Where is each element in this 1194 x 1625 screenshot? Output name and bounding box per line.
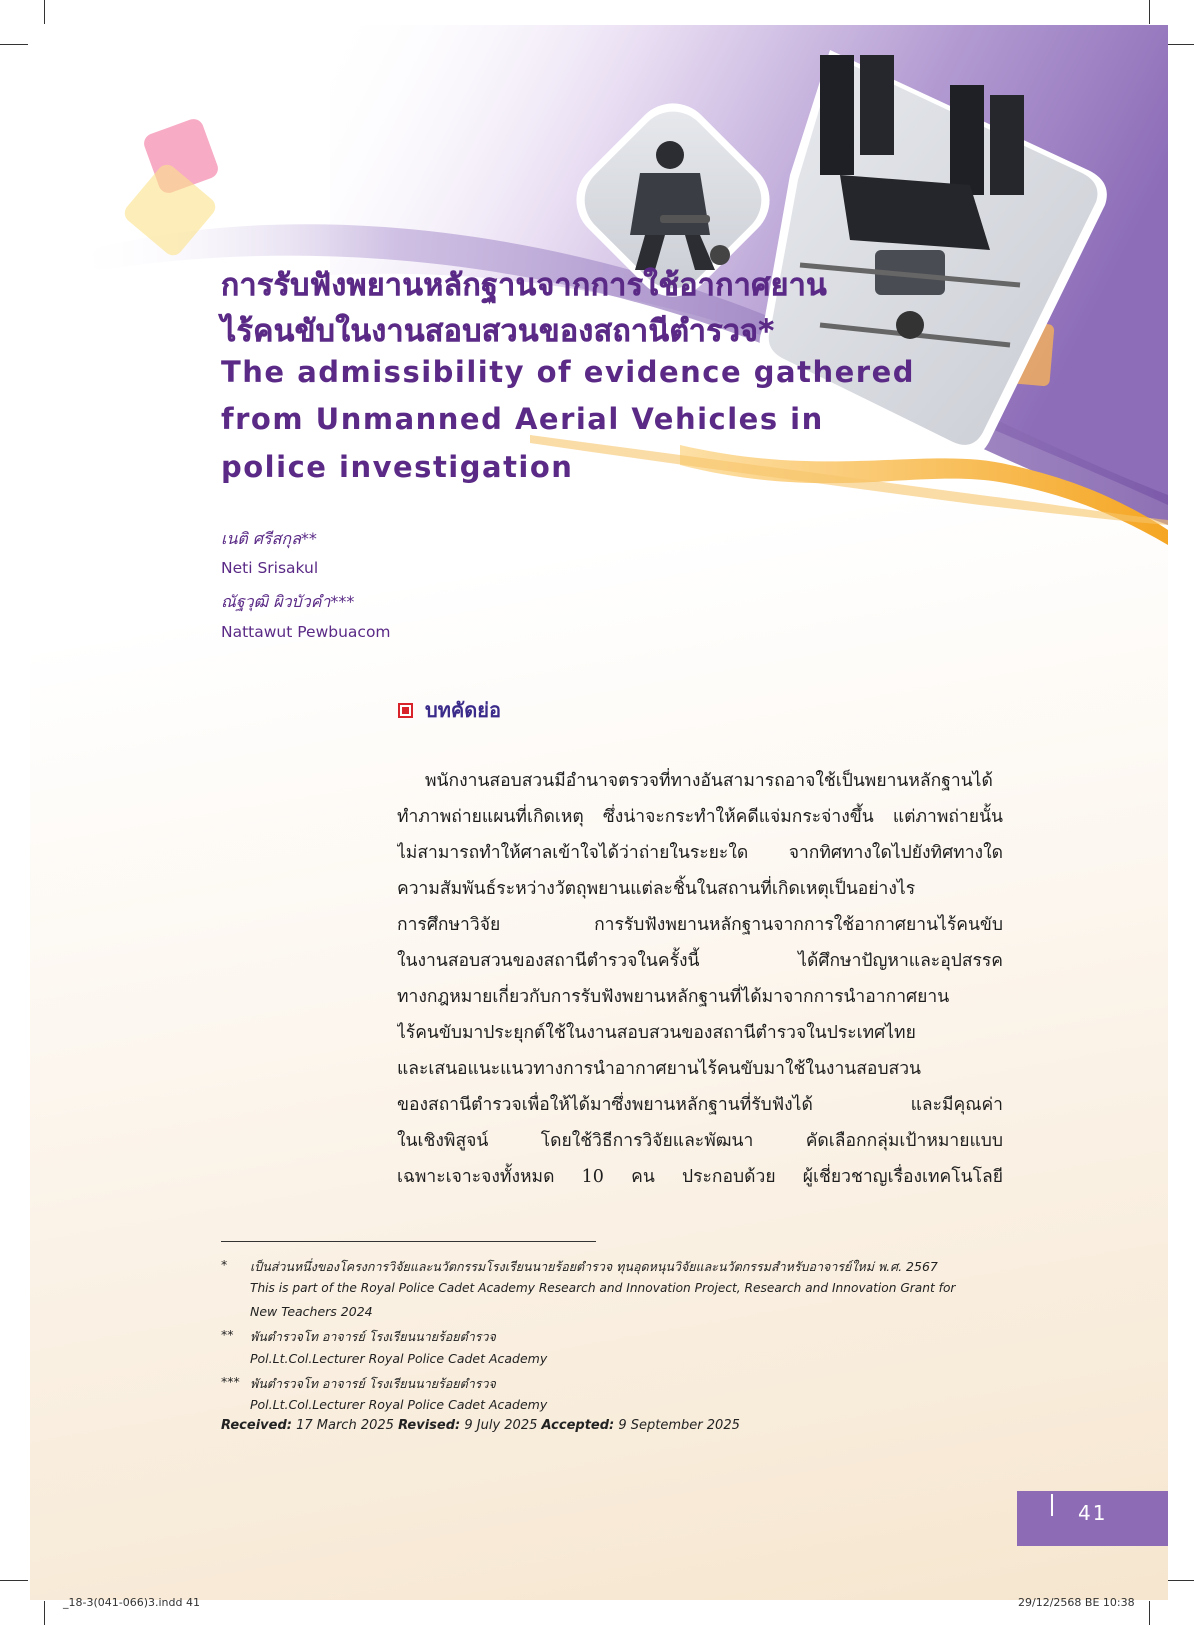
footnote-divider (221, 1241, 596, 1242)
author-2-thai: ณัฐวุฒิ ผิวบัวคำ*** (221, 592, 355, 611)
title-english-line-2: from Unmanned Aerial Vehicles in (221, 402, 824, 436)
title-english-line-1: The admissibility of evidence gathered (221, 355, 915, 389)
title-thai-line-2: ไร้คนขับในงานสอบสวนของสถานีตำรวจ* (221, 314, 775, 349)
crop-mark (0, 1580, 28, 1581)
accepted-label: Accepted: (541, 1418, 615, 1433)
abstract-title: บทคัดย่อ (425, 698, 501, 722)
footnote-3-thai: พันตำรวจโท อาจารย์ โรงเรียนนายร้อยตำรวจ (250, 1376, 496, 1391)
abstract-line: ไร้คนขับมาประยุกต์ใช้ในงานสอบสวนของสถานีตำรวจในประเทศไทย (397, 1023, 916, 1043)
abstract-heading (398, 694, 501, 726)
crop-mark (1168, 44, 1194, 45)
abstract-line: ของสถานีตำรวจเพื่อให้ได้มาซึ่งพยานหลักฐานที่รับฟังได้ และมีคุณค่า (397, 1095, 1003, 1115)
footnote-1-english: This is part of the Royal Police Cadet Academy Research and Innovation Project, Research and Innovation Grant for (250, 1281, 956, 1295)
page-number-separator (1051, 1494, 1053, 1516)
author-2-english: Nattawut Pewbuacom (221, 623, 391, 641)
crop-mark (44, 0, 45, 24)
footnote-1-english-cont: New Teachers 2024 (250, 1304, 373, 1319)
footnote-1-thai: เป็นส่วนหนึ่งของโครงการวิจัยและนวัตกรรมโรงเรียนนายร้อยตำรวจ ทุนอุดหนุนวิจัยและนวัตกรรมสำหรับอาจารย์ใหม่ พ.ศ. 2567 (250, 1259, 938, 1274)
revised-date: 9 July 2025 (464, 1418, 538, 1433)
crop-mark (1168, 1580, 1194, 1581)
footnote-2-english: Pol.Lt.Col.Lecturer Royal Police Cadet Academy (250, 1351, 548, 1366)
abstract-line: ไม่สามารถทำให้ศาลเข้าใจได้ว่าถ่ายในระยะใด จากทิศทางใดไปยังทิศทางใด (397, 843, 1003, 863)
abstract-line: ในเชิงพิสูจน์ โดยใช้วิธีการวิจัยและพัฒนา คัดเลือกกลุ่มเป้าหมายแบบ (397, 1131, 1003, 1151)
abstract-line: พนักงานสอบสวนมีอำนาจตรวจที่ทางอันสามารถอาจใช้เป็นพยานหลักฐานได้ (425, 771, 993, 791)
footnote-1-mark: * (221, 1257, 228, 1272)
crop-mark (44, 1601, 45, 1625)
received-label: Received: (221, 1418, 292, 1433)
author-1-thai: เนติ ศรีสกุล** (221, 529, 317, 548)
abstract-line: ในงานสอบสวนของสถานีตำรวจในครั้งนี้ ได้ศึกษาปัญหาและอุปสรรค (397, 951, 1003, 971)
abstract-line: เฉพาะเจาะจงทั้งหมด 10 คน ประกอบด้วย ผู้เชี่ยวชาญเรื่องเทคโนโลยี (397, 1167, 1003, 1187)
article-dates (221, 1418, 740, 1433)
abstract-line: ทำภาพถ่ายแผนที่เกิดเหตุ ซึ่งน่าจะกระทำให้คดีแจ่มกระจ่างขึ้น แต่ภาพถ่ายนั้น (397, 807, 1003, 827)
abstract-line: การศึกษาวิจัย การรับฟังพยานหลักฐานจากการใช้อากาศยานไร้คนขับ (397, 915, 1003, 935)
crop-mark (1149, 1601, 1150, 1625)
footnote-3-english: Pol.Lt.Col.Lecturer Royal Police Cadet Academy (250, 1397, 548, 1412)
abstract-body (397, 763, 1003, 1195)
footnote-2-thai: พันตำรวจโท อาจารย์ โรงเรียนนายร้อยตำรวจ (250, 1329, 496, 1344)
abstract-line: ความสัมพันธ์ระหว่างวัตถุพยานแต่ละชิ้นในสถานที่เกิดเหตุเป็นอย่างไร (397, 879, 916, 899)
footnote-3-mark: *** (221, 1374, 240, 1389)
page-number: 41 (1078, 1501, 1108, 1525)
slug-file-name: _18-3(041-066)3.indd 41 (63, 1596, 200, 1609)
abstract-line: และเสนอแนะแนวทางการนำอากาศยานไร้คนขับมาใช้ในงานสอบสวน (397, 1059, 922, 1079)
crop-mark (1149, 0, 1150, 24)
crop-mark (0, 44, 28, 45)
received-date: 17 March 2025 (296, 1418, 394, 1433)
title-english-line-3: police investigation (221, 450, 574, 484)
slug-datetime: 29/12/2568 BE 10:38 (1018, 1596, 1135, 1609)
accepted-date: 9 September 2025 (618, 1418, 740, 1433)
footnote-2-mark: ** (221, 1327, 234, 1342)
revised-label: Revised: (398, 1418, 461, 1433)
abstract-line: ทางกฎหมายเกี่ยวกับการรับฟังพยานหลักฐานที่ได้มาจากการนำอากาศยาน (397, 987, 950, 1007)
author-1-english: Neti Srisakul (221, 559, 319, 577)
title-thai-line-1: การรับฟังพยานหลักฐานจากการใช้อากาศยาน (221, 268, 828, 303)
red-square-bullet-icon (398, 703, 413, 718)
